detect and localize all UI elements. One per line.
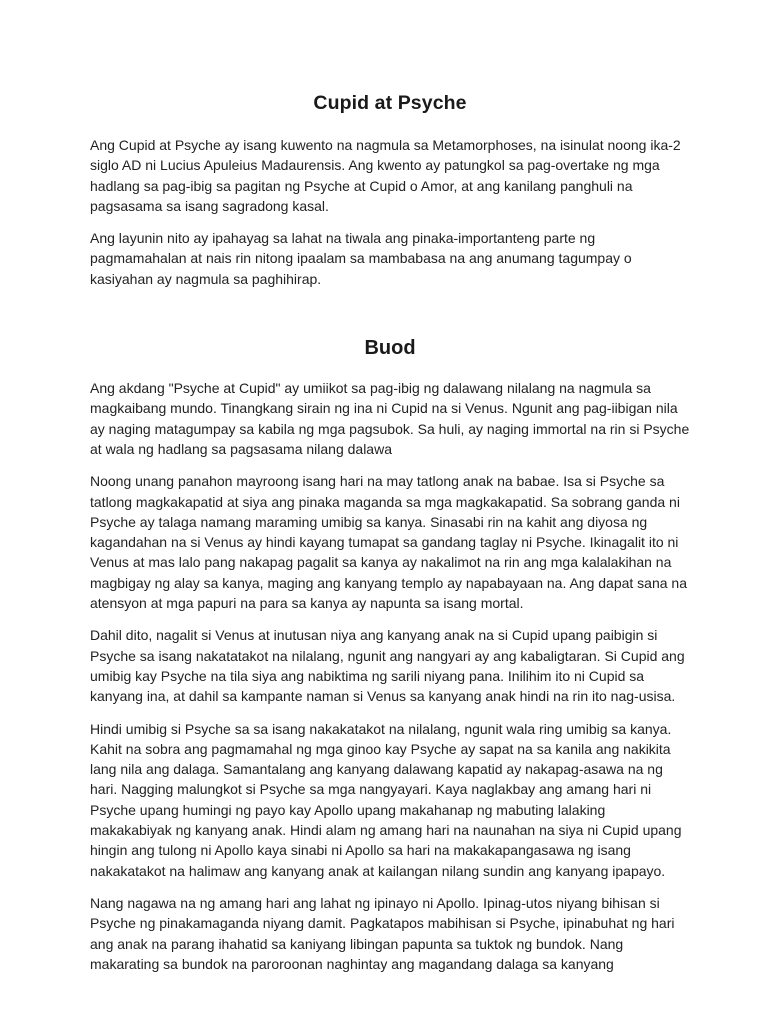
summary-paragraph: Dahil dito, nagalit si Venus at inutusan niya ang kanyang anak na si Cupid upang paibigin si Psyche sa isang nakatatakot na nilalang, ngunit ang nangyari ay ang kabaligtaran. Si Cupid ang umibig kay Psyche na tila siya ang nabiktima ng sarili niyang pana. Inilihim ito ni Cupid sa kanyang ina, at dahil sa kampante naman si Venus sa kanyang anak hindi na rin ito nag-usisa.	[90, 627, 685, 705]
document-title: Cupid at Psyche	[313, 92, 467, 114]
intro-paragraph: Ang layunin nito ay ipahayag sa lahat na tiwala ang pinaka-importanteng parte ng pagmamahalan at nais rin nitong ipaalam sa mambabasa na ang anumang tagumpay o kasiyahan ay nagmula sa paghihirap.	[90, 230, 632, 287]
summary-paragraph: Nang nagawa na ng amang hari ang lahat ng ipinayo ni Apollo. Ipinag-utos niyang bihisan si Psyche ng pinakamaganda niyang damit. Pagkatapos mabihisan si Psyche, ipinabuhat ng hari ang anak na parang ihahatid sa kaniyang libingan papunta sa tuktok ng bundok. Nang makarating sa bundok na paroroonan naghintay ang magandang dalaga sa kanyang	[90, 894, 675, 972]
section-heading-buod: Buod	[364, 337, 416, 360]
intro-paragraph: Ang Cupid at Psyche ay isang kuwento na nagmula sa Metamorphoses, na isinulat noong ika-2 siglo AD ni Lucius Apuleius Madaurensis. Ang kwento ay patungkol sa pag-overtake ng mga hadlang sa pag-ibig sa pagitan ng Psyche at Cupid o Amor, at ang kanilang panghuli na pagsasama sa isang sagradong kasal.	[90, 137, 681, 214]
summary-paragraph: Ang akdang "Psyche at Cupid" ay umiikot sa pag-ibig ng dalawang nilalang na nagmula sa magkaibang mundo. Tinangkang sirain ng ina ni Cupid na si Venus. Ngunit ang pag-iibigan nila ay naging matagumpay sa kabila ng mga pagsubok. Sa huli, ay naging immortal na rin si Psyche at wala ng hadlang sa pagsasama nilang dalawa	[90, 380, 690, 457]
summary-paragraph: Noong unang panahon mayroong isang hari na may tatlong anak na babae. Isa si Psyche sa tatlong magkakapatid at siya ang pinaka maganda sa mga magkakapatid. Sa sobrang ganda ni Psyche ay talaga namang maraming umibig sa kanya. Sinasabi rin na kahit ang diyosa ng kagandahan na si Venus ay hindi kayang tumapat sa gandang taglay ni Psyche. Ikinagalit ito ni Venus at mas lalo pang nakapag pagalit sa kanya ay nakalimot na rin ang mga kalalakihan na magbigay ng alay sa kanya, maging ang kanyang templo ay napabayaan na. Ang dapat sana na atensyon at mga papuri na para sa kanya ay napunta sa isang mortal.	[90, 473, 687, 612]
summary-paragraph: Hindi umibig si Psyche sa sa isang nakakatakot na nilalang, ngunit wala ring umibig sa kanya. Kahit na sobra ang pagmamahal ng mga ginoo kay Psyche ay sapat na sa kanila ang nakikita lang nila ang dalaga. Samantalang ang kanyang dalawang kapatid ay nakapag-asawa na ng hari. Nagging malungkot si Psyche sa mga nangyayari. Kaya naglakbay ang amang hari ni Psyche upang humingi ng payo kay Apollo upang makahanap ng mabuting lalaking makakabiyak ng kanyang anak. Hindi alam ng amang hari na naunahan na siya ni Cupid upang hingin ang tulong ni Apollo kaya sinabi ni Apollo sa hari na makakapangasawa ng isang nakakatakot na halimaw ang kanyang anak at kailangan nilang sundin ang kanyang ipapayo.	[90, 720, 682, 879]
